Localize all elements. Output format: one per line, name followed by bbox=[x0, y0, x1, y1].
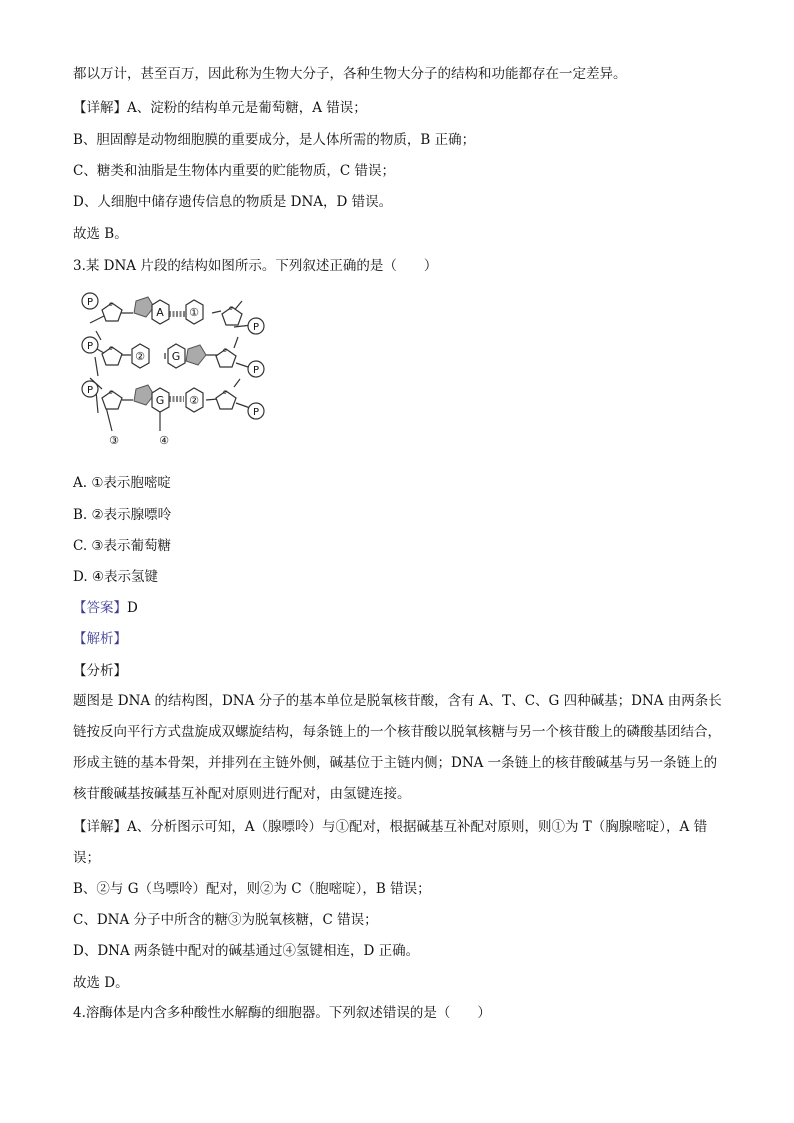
question-3: 3.某 DNA 片段的结构如图所示。下列叙述正确的是（ ） bbox=[73, 258, 438, 274]
detail-line: D、人细胞中储存遗传信息的物质是 DNA，D 错误。 bbox=[73, 194, 393, 210]
svg-text:o: o bbox=[109, 301, 113, 308]
detail-line: B、胆固醇是动物细胞膜的重要成分，是人体所需的物质，B 正确； bbox=[73, 132, 476, 148]
base-a-label: A bbox=[156, 306, 164, 319]
phosphate-label: P bbox=[252, 407, 260, 418]
detail-c: C、DNA 分子中所含的糖③为脱氧核糖，C 错误； bbox=[73, 912, 378, 928]
conclusion-line: 故选 D。 bbox=[73, 975, 129, 991]
label-2: ② bbox=[135, 350, 145, 363]
label-3: ③ bbox=[109, 434, 119, 447]
label-1: ① bbox=[189, 306, 199, 319]
svg-text:o: o bbox=[109, 389, 113, 396]
svg-text:o: o bbox=[229, 305, 233, 312]
option-c: C. ③表示葡萄糖 bbox=[73, 538, 172, 554]
phosphate-label: P bbox=[86, 341, 94, 352]
phosphate-label: P bbox=[252, 322, 260, 333]
svg-text:o: o bbox=[109, 345, 113, 352]
detail-b: B、②与 G（鸟嘌呤）配对，则②为 C（胞嘧啶），B 错误； bbox=[73, 881, 431, 897]
detail-line: C、糖类和油脂是生物体内重要的贮能物质，C 错误； bbox=[73, 163, 395, 179]
purine-ring bbox=[186, 345, 206, 365]
base-g-label: G bbox=[171, 350, 181, 363]
svg-text:o: o bbox=[223, 389, 227, 396]
dna-structure-figure bbox=[76, 283, 276, 455]
label-2: ② bbox=[189, 394, 199, 407]
purine-ring bbox=[134, 297, 154, 317]
option-b: B. ②表示腺嘌呤 bbox=[73, 507, 172, 523]
analysis-paragraph: 题图是 DNA 的结构图，DNA 分子的基本单位是脱氧核苷酸，含有 A、T、C、G 四种碱基；DNA 由两条长链按反向平行方式盘旋成双螺旋结构，每条链上的一个核苷酸以脱氧核糖与另一个核苷酸上的磷酸基团结合，形成主链的基本骨架，并排列在主链外侧，碱基位于主链内侧；DNA 一条链上的核苷酸碱基与另一条链上的核苷酸碱基按碱基互补配对原则进行配对，由氢键连接。 bbox=[73, 693, 722, 802]
option-d: D. ④表示氢键 bbox=[73, 569, 159, 585]
answer-label: 【答案】 bbox=[73, 600, 127, 616]
base-g-label: G bbox=[155, 394, 165, 407]
detail-a: 【详解】A、分析图示可知，A（腺嘌呤）与①配对，根据碱基互补配对原则，则①为 T（胸腺嘧啶），A 错误； bbox=[73, 819, 708, 866]
question-4: 4.溶酶体是内含多种酸性水解酶的细胞器。下列叙述错误的是（ ） bbox=[73, 1005, 491, 1021]
answer-value: D bbox=[127, 600, 138, 616]
option-a: A. ①表示胞嘧啶 bbox=[73, 475, 171, 491]
phosphate-label: P bbox=[86, 297, 94, 308]
text-line: 都以万计，甚至百万，因此称为生物大分子，各种生物大分子的结构和功能都存在一定差异。 bbox=[73, 66, 627, 82]
purine-ring bbox=[134, 385, 154, 405]
phosphate-label: P bbox=[86, 385, 94, 396]
label-4: ④ bbox=[159, 434, 169, 447]
answer-line bbox=[73, 598, 138, 618]
conclusion-line: 故选 B。 bbox=[73, 226, 128, 242]
detail-line: 【详解】A、淀粉的结构单元是葡萄糖，A 错误； bbox=[73, 100, 367, 116]
analysis-heading: 【分析】 bbox=[73, 663, 127, 679]
detail-d: D、DNA 两条链中配对的碱基通过④氢键相连，D 正确。 bbox=[73, 943, 420, 959]
phosphate-label: P bbox=[252, 365, 260, 376]
svg-text:o: o bbox=[223, 347, 227, 354]
explanation-heading: 【解析】 bbox=[73, 631, 127, 647]
